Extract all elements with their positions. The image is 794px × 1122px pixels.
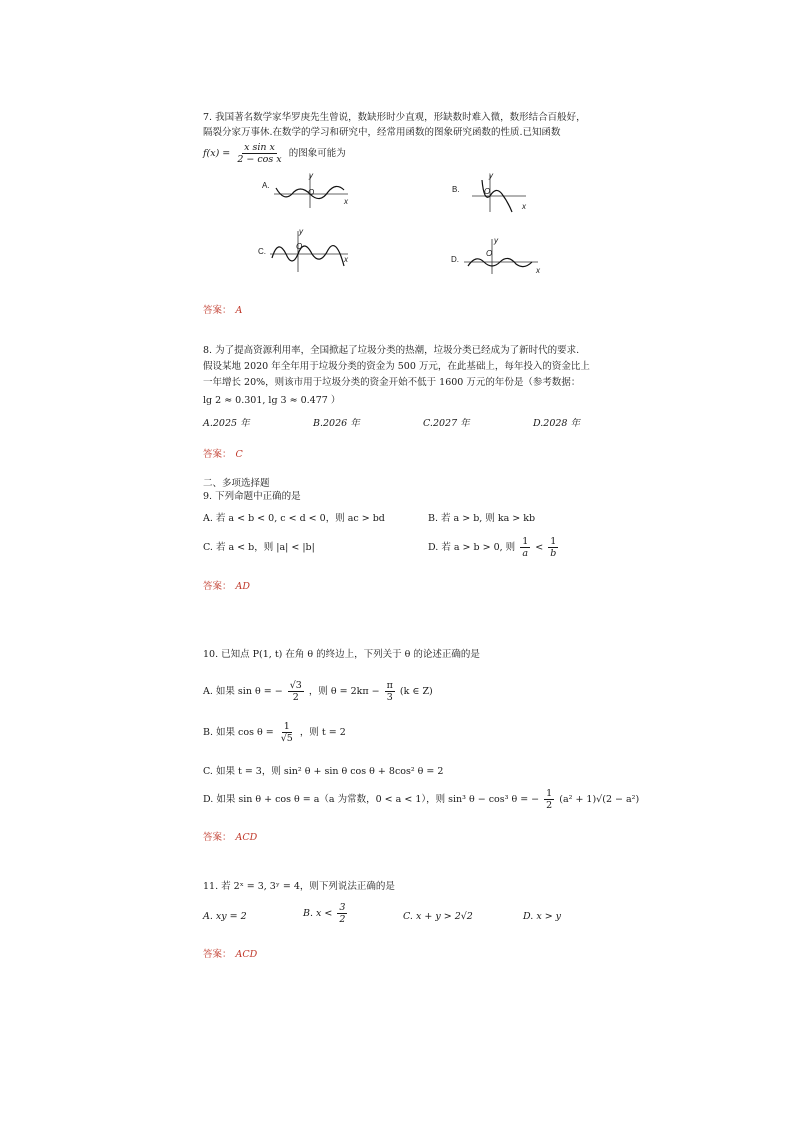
q7-option-a-label: A. (262, 181, 270, 190)
q9-answer: 答案： AD (203, 581, 250, 592)
q10-option-b: B. 如果 cos θ = $\frac{1}{√5}$ ，则 t = 2 (203, 721, 346, 744)
q8-stem-line4: lg 2 ≈ 0.301, lg 3 ≈ 0.477 ） (203, 395, 341, 406)
q7-graph-c (268, 228, 354, 274)
q10-option-a: A. 如果 sin θ = − $\frac{√3}{2}$ ，则 θ = 2kπ − $\frac{\pi}{3}$ (k ∈ Z) (203, 680, 433, 703)
q11-option-a: A. xy = 2 (203, 911, 247, 922)
q8-stem-line2: 假设某地 2020 年全年用于垃圾分类的资金为 500 万元，在此基础上，每年投入的资金比上 (203, 361, 590, 372)
q8-stem-line1: 8. 为了提高资源利用率，全国掀起了垃圾分类的热潮，垃圾分类已经成为了新时代的要求. (203, 345, 580, 356)
q7-graph-b (470, 172, 530, 216)
q7-graph-d (462, 236, 542, 276)
q8-option-d: D.2028 年 (533, 418, 580, 429)
q10-stem: 10. 已知点 P(1, t) 在角 θ 的终边上，下列关于 θ 的论述正确的是 (203, 649, 480, 660)
q9-option-d: D. 若 a > b > 0, 则 $\frac{1}{a}$ < $\frac{1}{b}$ (428, 536, 557, 559)
q8-stem-line3: 一年增长 20%，则该市用于垃圾分类的资金开始不低于 1600 万元的年份是（参考数据： (203, 377, 581, 388)
q8-option-b: B.2026 年 (313, 418, 360, 429)
q10-option-c: C. 如果 t = 3，则 sin² θ + sin θ cos θ + 8cos² θ = 2 (203, 766, 444, 777)
q11-option-c: C. x + y > 2√2 (403, 911, 473, 922)
q9-option-a: A. 若 a < b < 0, c < d < 0，则 ac > bd (203, 513, 385, 524)
q10-option-d: D. 如果 sin θ + cos θ = a（a 为常数，0 < a < 1），则 sin³ θ − cos³ θ = − $\frac{1}{2}$ (a² + 1)√(2 − a²) (203, 788, 640, 811)
q7-stem-line2: 隔裂分家万事休.在数学的学习和研究中，经常用函数的图象研究函数的性质.已知函数 (203, 127, 561, 138)
q8-option-a: A.2025 年 (203, 418, 250, 429)
q7-option-b-label: B. (452, 185, 460, 194)
q11-stem: 11. 若 2ˣ = 3, 3ʸ = 4，则下列说法正确的是 (203, 881, 395, 892)
q11-answer: 答案： ACD (203, 949, 258, 960)
q11-option-d: D. x > y (523, 911, 562, 922)
section-heading: 二、多项选择题 (203, 478, 270, 489)
q8-answer: 答案： C (203, 449, 243, 460)
q7-function: f(x) = $\frac{\text{x sin x}}{\text{2 − cos x}}$ 的图象可能为 (203, 142, 346, 165)
q10-answer: 答案： ACD (203, 832, 258, 843)
q9-option-c: C. 若 a < b，则 |a| < |b| (203, 542, 315, 553)
q9-stem: 9. 下列命题中正确的是 (203, 491, 301, 502)
q7-answer: 答案： A (203, 305, 243, 316)
q7-option-c-label: C. (258, 247, 266, 256)
q9-option-b: B. 若 a > b, 则 ka > kb (428, 513, 536, 524)
q8-option-c: C.2027 年 (423, 418, 470, 429)
q7-fraction: $\frac{\text{x sin x}}{\text{2 − cos x}}$ (237, 142, 282, 165)
q7-option-d-label: D. (451, 255, 459, 264)
q7-stem-line1: 7. 我国著名数学家华罗庚先生曾说，数缺形时少直观，形缺数时难入微，数形结合百般好， (203, 112, 586, 123)
q11-option-b: B. x < $\frac{3}{2}$ (303, 902, 346, 925)
